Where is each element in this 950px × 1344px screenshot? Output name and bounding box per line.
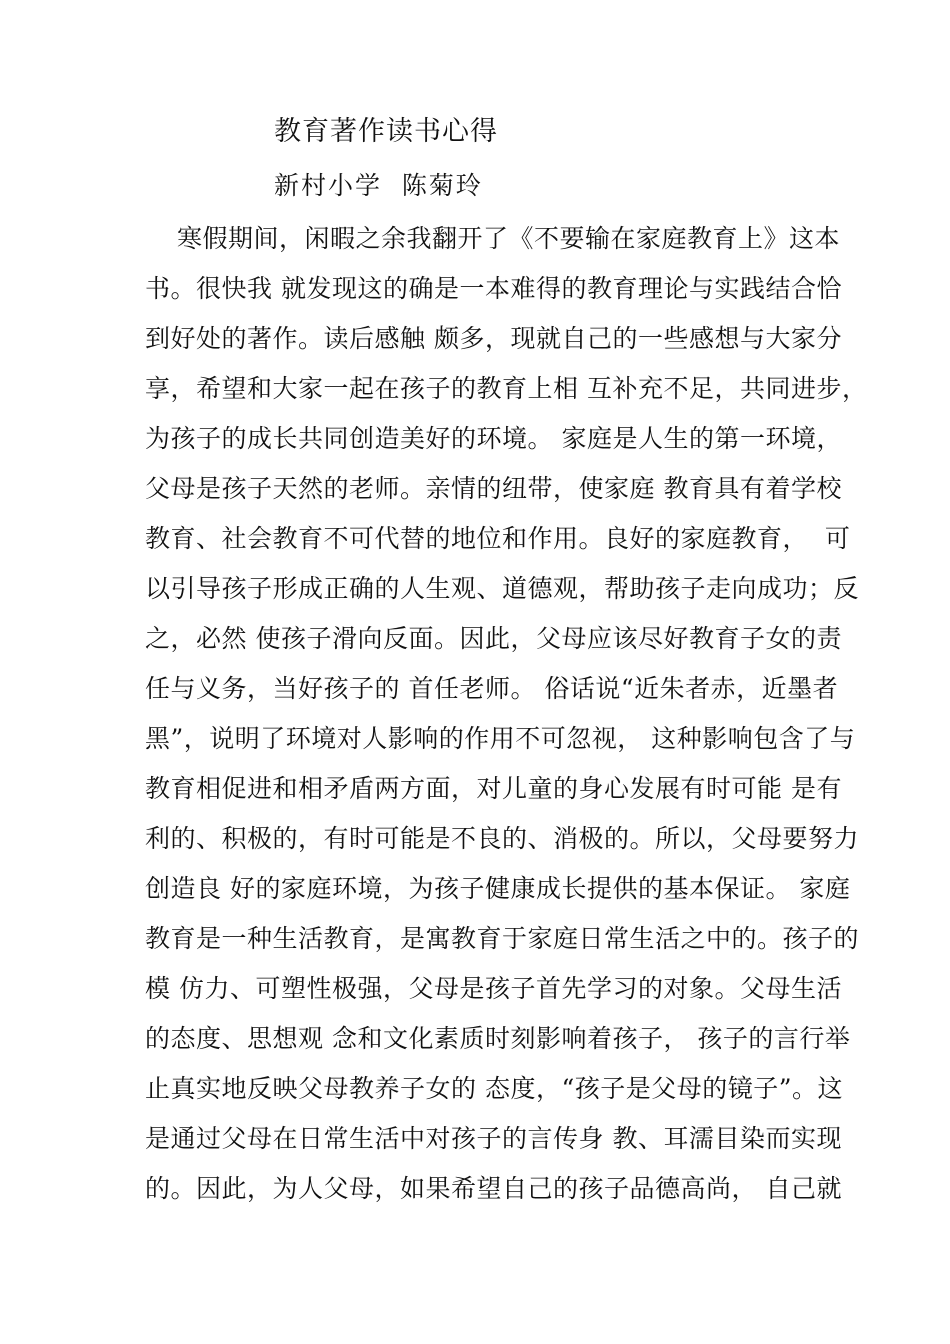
text-line: 的。因此，为人父母，如果希望自己的孩子品德高尚， 自己就 — [145, 1174, 842, 1203]
text-line: 任与义务，当好孩子的 首任老师。 俗话说“近朱者赤，近墨者 — [145, 674, 839, 703]
text-line: 为孩子的成长共同创造美好的环境。 家庭是人生的第一环境， — [145, 424, 842, 453]
document-title: 教育著作读书心得 — [274, 116, 498, 147]
text-line: 教育相促进和相矛盾两方面，对儿童的身心发展有时可能 是有 — [145, 774, 842, 803]
text-line: 到好处的著作。读后感触 颇多，现就自己的一些感想与大家分 — [145, 324, 842, 353]
text-line: 模 仿力、可塑性极强，父母是孩子首先学习的对象。父母生活 — [145, 974, 842, 1003]
text-line: 教育是一种生活教育，是寓教育于家庭日常生活之中的。孩子的 — [145, 924, 860, 953]
text-line: 教育、社会教育不可代替的地位和作用。良好的家庭教育， 可 — [145, 524, 851, 553]
author-byline: 新村小学 陈菊玲 — [274, 171, 483, 200]
text-line: 父母是孩子天然的老师。亲情的纽带，使家庭 教育具有着学校 — [145, 474, 842, 503]
text-line: 黑”，说明了环境对人影响的作用不可忽视， 这种影响包含了与 — [145, 724, 856, 753]
text-line: 以引导孩子形成正确的人生观、道德观，帮助孩子走向成功；反 — [145, 574, 860, 603]
text-line: 之，必然 使孩子滑向反面。因此，父母应该尽好教育子女的责 — [145, 624, 842, 653]
text-line: 利的、积极的，有时可能是不良的、消极的。所以，父母要努力 — [145, 824, 860, 853]
text-line: 是通过父母在日常生活中对孩子的言传身 教、耳濡目染而实现 — [145, 1124, 842, 1153]
text-line: 止真实地反映父母教养子女的 态度，“孩子是父母的镜子”。这 — [145, 1074, 844, 1103]
text-line: 的态度、思想观 念和文化素质时刻影响着孩子， 孩子的言行举 — [145, 1024, 851, 1053]
text-line: 寒假期间，闲暇之余我翻开了《不要输在家庭教育上》这本 — [177, 224, 841, 253]
text-line: 创造良 好的家庭环境，为孩子健康成长提供的基本保证。 家庭 — [145, 874, 851, 903]
text-line: 享，希望和大家一起在孩子的教育上相 互补充不足，共同进步， — [145, 374, 868, 403]
body-paragraph — [145, 214, 868, 1214]
text-line: 书。很快我 就发现这的确是一本难得的教育理论与实践结合恰 — [145, 274, 842, 303]
